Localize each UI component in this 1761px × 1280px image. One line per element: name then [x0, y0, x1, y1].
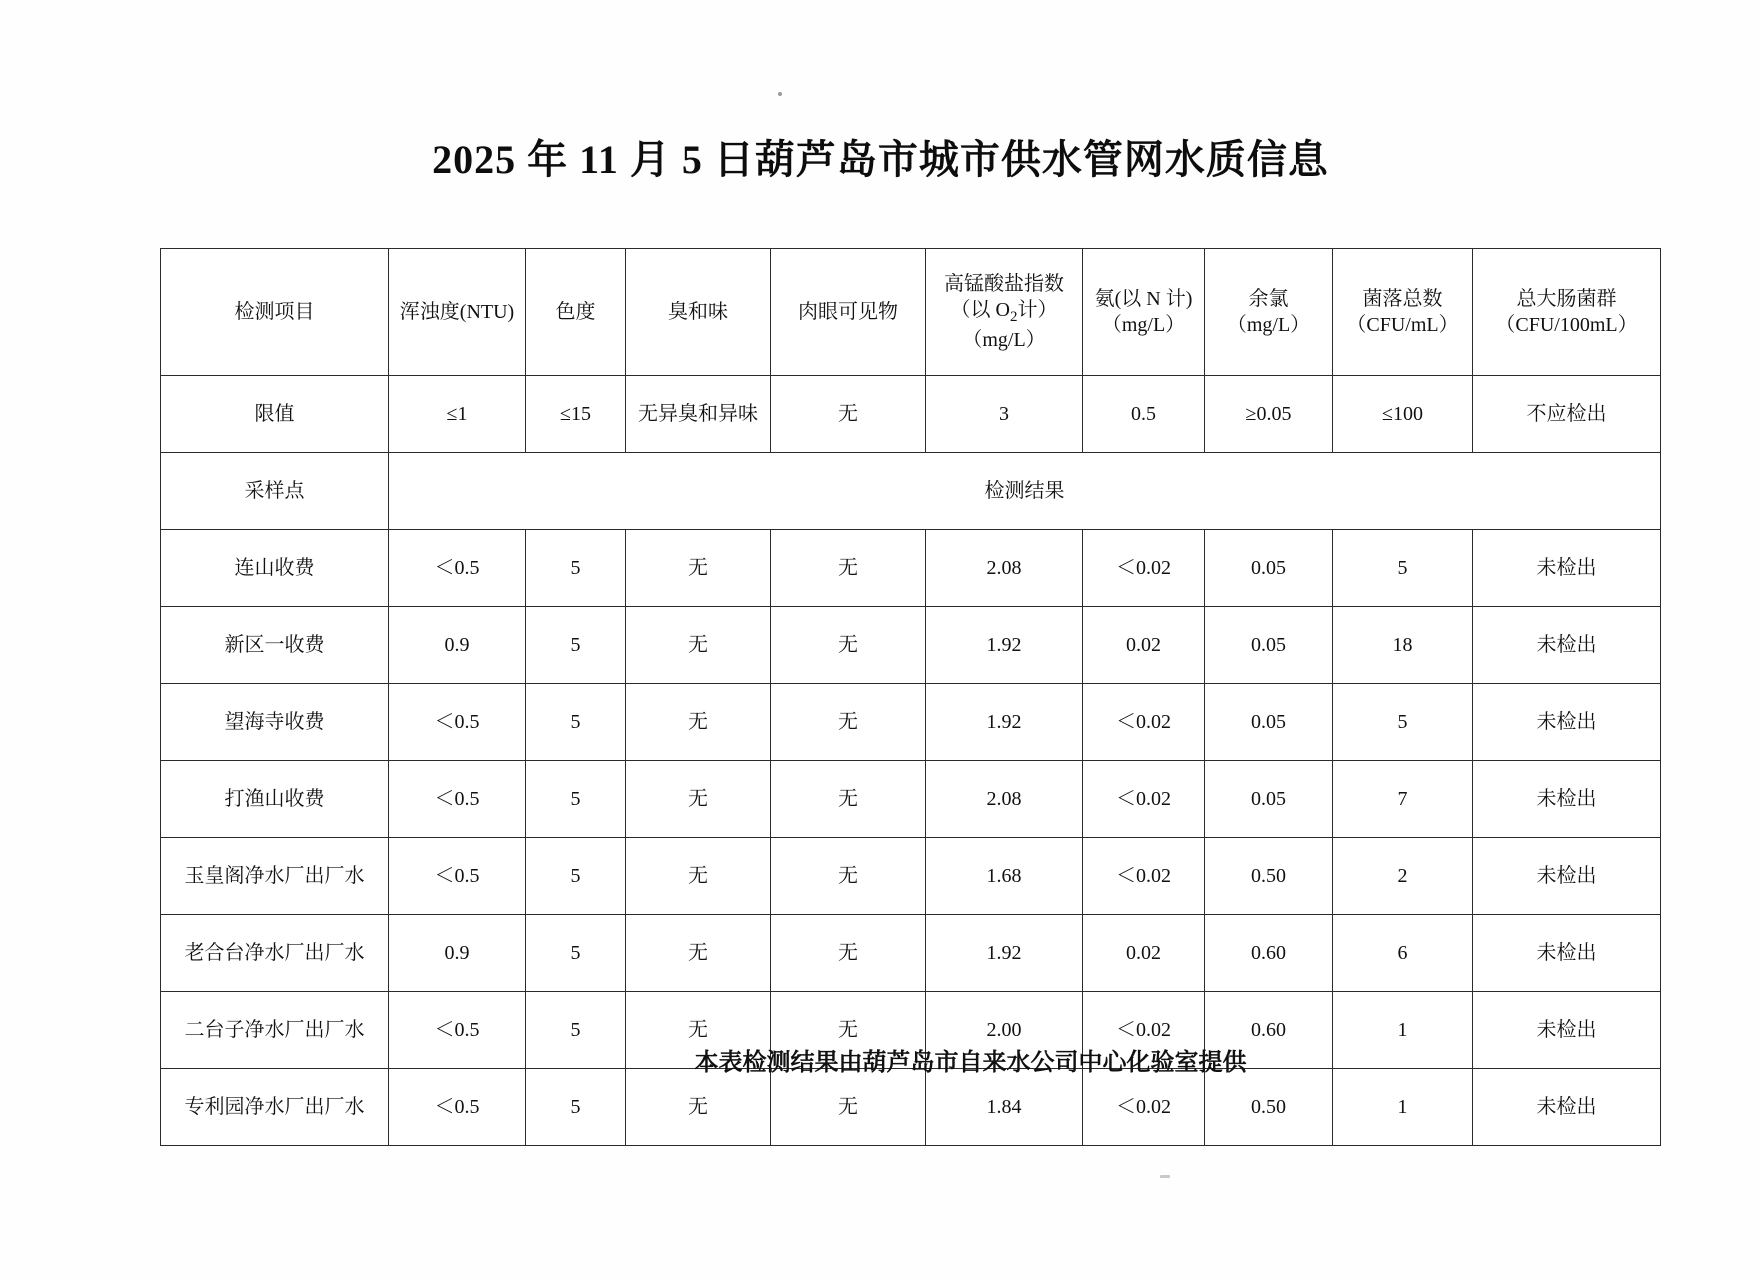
table-row: [161, 761, 1661, 838]
cell-visible: 无: [771, 838, 926, 915]
header-line-1: 余氯: [1248, 288, 1289, 310]
limit-chroma: ≤15: [526, 376, 626, 453]
header-line-2: （CFU/mL）: [1346, 314, 1459, 336]
scan-speck: [778, 92, 782, 96]
row-sample-point: 望海寺收费: [161, 684, 389, 761]
table-row: [161, 530, 1661, 607]
cell-residual-chlorine: 0.50: [1205, 1069, 1333, 1146]
cell-coliform: 未检出: [1473, 1069, 1661, 1146]
header-line-2: [929, 297, 1079, 328]
cell-coliform: 未检出: [1473, 992, 1661, 1069]
cell-visible: 无: [771, 530, 926, 607]
cell-residual-chlorine: 0.60: [1205, 915, 1333, 992]
cell-turbidity: 0.9: [389, 915, 526, 992]
cell-turbidity: ＜0.5: [389, 530, 526, 607]
cell-colony-count: 7: [1333, 761, 1473, 838]
cell-colony-count: 5: [1333, 530, 1473, 607]
cell-turbidity: ＜0.5: [389, 761, 526, 838]
limit-row: [161, 376, 1661, 453]
result-label: 检测结果: [389, 453, 1661, 530]
header-text-o2-suffix: 计）: [1017, 298, 1058, 321]
limit-visible: 无: [771, 376, 926, 453]
limit-coliform: 不应检出: [1473, 376, 1661, 453]
row-sample-point: 专利园净水厂出厂水: [161, 1069, 389, 1146]
cell-residual-chlorine: 0.50: [1205, 838, 1333, 915]
cell-chroma: 5: [526, 838, 626, 915]
page-title: 2025 年 11 月 5 日葫芦岛市城市供水管网水质信息: [432, 137, 1329, 182]
cell-coliform: 未检出: [1473, 761, 1661, 838]
header-cell-colony-count: [1333, 249, 1473, 376]
cell-turbidity: 0.9: [389, 607, 526, 684]
cell-chroma: 5: [526, 761, 626, 838]
table-row: [161, 1069, 1661, 1146]
limit-odor: 无异臭和异味: [626, 376, 771, 453]
water-quality-table-wrapper: [160, 248, 1638, 1146]
cell-permanganate: 2.08: [926, 530, 1083, 607]
header-cell-chroma: 色度: [526, 249, 626, 376]
row-sample-point: 玉皇阁净水厂出厂水: [161, 838, 389, 915]
cell-residual-chlorine: 0.60: [1205, 992, 1333, 1069]
header-line-2: （mg/L）: [1101, 314, 1186, 336]
header-line-1: 菌落总数: [1362, 288, 1443, 310]
cell-coliform: 未检出: [1473, 530, 1661, 607]
cell-ammonia: ＜0.02: [1083, 684, 1205, 761]
table-header-row: [161, 249, 1661, 376]
cell-odor: 无: [626, 684, 771, 761]
cell-chroma: 5: [526, 684, 626, 761]
row-sample-point: 老合台净水厂出厂水: [161, 915, 389, 992]
limit-residual-chlorine: ≥0.05: [1205, 376, 1333, 453]
header-line-3: （mg/L）: [962, 329, 1046, 352]
header-line-1: 高锰酸盐指数: [944, 272, 1064, 295]
cell-visible: 无: [771, 992, 926, 1069]
table-row: [161, 684, 1661, 761]
cell-colony-count: 18: [1333, 607, 1473, 684]
scan-speck: [1160, 1175, 1170, 1178]
header-cell-permanganate: [926, 249, 1083, 376]
header-line-1: 总大肠菌群: [1516, 288, 1617, 310]
table-row: [161, 838, 1661, 915]
header-cell-odor: 臭和味: [626, 249, 771, 376]
cell-ammonia: ＜0.02: [1083, 530, 1205, 607]
header-cell-ammonia: [1083, 249, 1205, 376]
cell-coliform: 未检出: [1473, 684, 1661, 761]
cell-odor: 无: [626, 530, 771, 607]
cell-coliform: 未检出: [1473, 838, 1661, 915]
cell-colony-count: 5: [1333, 684, 1473, 761]
cell-permanganate: 2.00: [926, 992, 1083, 1069]
cell-coliform: 未检出: [1473, 607, 1661, 684]
header-line-2: （CFU/100mL）: [1495, 314, 1638, 336]
cell-visible: 无: [771, 761, 926, 838]
cell-ammonia: 0.02: [1083, 915, 1205, 992]
cell-odor: 无: [626, 761, 771, 838]
cell-ammonia: ＜0.02: [1083, 838, 1205, 915]
cell-colony-count: 1: [1333, 1069, 1473, 1146]
header-cell-residual-chlorine: [1205, 249, 1333, 376]
cell-visible: 无: [771, 684, 926, 761]
cell-turbidity: ＜0.5: [389, 684, 526, 761]
row-sample-point: 二台子净水厂出厂水: [161, 992, 389, 1069]
table-row: [161, 607, 1661, 684]
header-line-2: （mg/L）: [1226, 314, 1311, 336]
header-cell-visible: 肉眼可见物: [771, 249, 926, 376]
header-line-1: 氨(以 N 计): [1094, 288, 1193, 310]
cell-residual-chlorine: 0.05: [1205, 684, 1333, 761]
cell-permanganate: 1.92: [926, 915, 1083, 992]
cell-chroma: 5: [526, 1069, 626, 1146]
cell-odor: 无: [626, 1069, 771, 1146]
header-subscript-2: 2: [1009, 308, 1018, 325]
row-sample-point: 新区一收费: [161, 607, 389, 684]
cell-chroma: 5: [526, 992, 626, 1069]
cell-residual-chlorine: 0.05: [1205, 530, 1333, 607]
table-row: [161, 915, 1661, 992]
limit-permanganate: 3: [926, 376, 1083, 453]
cell-visible: 无: [771, 915, 926, 992]
header-cell-item: 检测项目: [161, 249, 389, 376]
cell-visible: 无: [771, 1069, 926, 1146]
row-sample-point: 连山收费: [161, 530, 389, 607]
cell-odor: 无: [626, 838, 771, 915]
cell-odor: 无: [626, 607, 771, 684]
cell-turbidity: ＜0.5: [389, 838, 526, 915]
cell-chroma: 5: [526, 915, 626, 992]
cell-ammonia: 0.02: [1083, 607, 1205, 684]
sample-point-header-row: [161, 453, 1661, 530]
cell-permanganate: 1.92: [926, 607, 1083, 684]
cell-residual-chlorine: 0.05: [1205, 761, 1333, 838]
header-cell-coliform: [1473, 249, 1661, 376]
header-cell-turbidity: 浑浊度(NTU): [389, 249, 526, 376]
cell-chroma: 5: [526, 530, 626, 607]
cell-ammonia: ＜0.02: [1083, 1069, 1205, 1146]
limit-turbidity: ≤1: [389, 376, 526, 453]
row-sample-point: 打渔山收费: [161, 761, 389, 838]
water-quality-table: [160, 248, 1661, 1146]
cell-odor: 无: [626, 992, 771, 1069]
cell-chroma: 5: [526, 607, 626, 684]
cell-turbidity: ＜0.5: [389, 1069, 526, 1146]
limit-row-label: 限值: [161, 376, 389, 453]
cell-permanganate: 1.92: [926, 684, 1083, 761]
limit-colony-count: ≤100: [1333, 376, 1473, 453]
cell-visible: 无: [771, 607, 926, 684]
header-text-o2-prefix: （以 O: [950, 298, 1010, 321]
cell-colony-count: 6: [1333, 915, 1473, 992]
cell-permanganate: 1.68: [926, 838, 1083, 915]
limit-ammonia: 0.5: [1083, 376, 1205, 453]
cell-turbidity: ＜0.5: [389, 992, 526, 1069]
cell-permanganate: 1.84: [926, 1069, 1083, 1146]
cell-coliform: 未检出: [1473, 915, 1661, 992]
footnote-text: 本表检测结果由葫芦岛市自来水公司中心化验室提供: [694, 1050, 1247, 1076]
cell-ammonia: ＜0.02: [1083, 761, 1205, 838]
cell-colony-count: 1: [1333, 992, 1473, 1069]
sample-point-label: 采样点: [161, 453, 389, 530]
cell-odor: 无: [626, 915, 771, 992]
cell-colony-count: 2: [1333, 838, 1473, 915]
cell-permanganate: 2.08: [926, 761, 1083, 838]
cell-ammonia: ＜0.02: [1083, 992, 1205, 1069]
cell-residual-chlorine: 0.05: [1205, 607, 1333, 684]
